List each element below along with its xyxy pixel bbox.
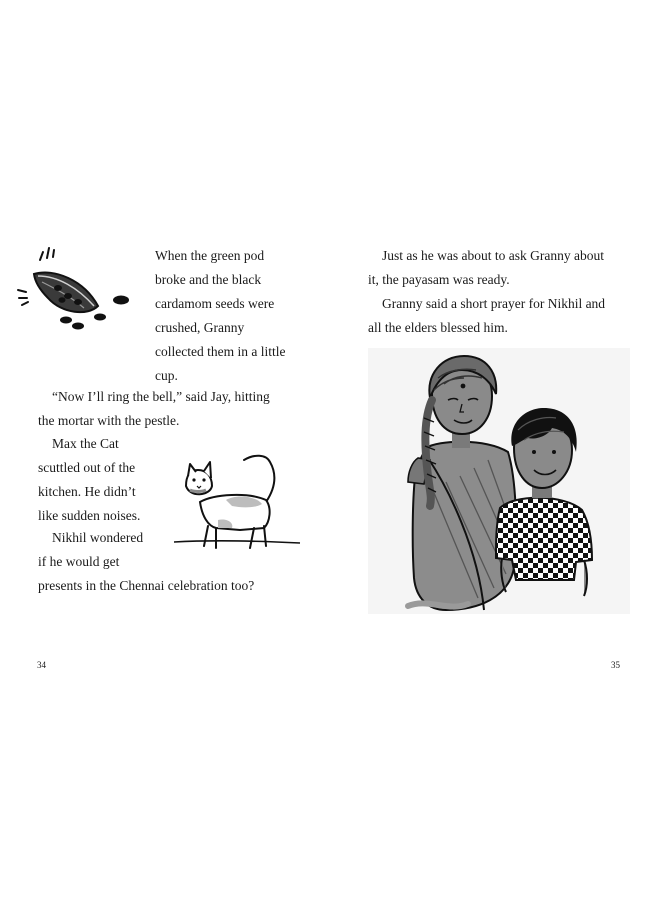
page-number: 35 — [611, 660, 620, 670]
text-line: cup. — [155, 368, 178, 383]
text-line: cardamom seeds were — [155, 296, 275, 311]
text-line: Granny said a short prayer for Nikhil and — [382, 296, 606, 311]
text-line: it, the payasam was ready. — [368, 272, 510, 287]
cat-illustration — [170, 446, 305, 554]
text-line: if he would get — [38, 554, 120, 569]
right-page — [330, 0, 660, 904]
text-line: like sudden noises. — [38, 508, 141, 523]
cardamom-pod-illustration — [14, 244, 139, 336]
text-line: Nikhil wondered — [52, 530, 144, 545]
text-line: the mortar with the pestle. — [38, 413, 180, 428]
text-line: kitchen. He didn’t — [38, 484, 136, 499]
text-line: presents in the Chennai celebration too? — [38, 578, 255, 593]
text-line: Just as he was about to ask Granny about — [382, 248, 604, 263]
text-line: collected them in a little — [155, 344, 286, 359]
text-line: all the elders blessed him. — [368, 320, 508, 335]
granny-and-boy-illustration — [368, 348, 630, 614]
text-line: Max the Cat — [52, 436, 119, 451]
text-line: scuttled out of the — [38, 460, 136, 475]
text-line: When the green pod — [155, 248, 265, 263]
text-line: crushed, Granny — [155, 320, 245, 335]
page-number: 34 — [37, 660, 46, 670]
text-line: “Now I’ll ring the bell,” said Jay, hitting — [52, 389, 270, 404]
text-line: broke and the black — [155, 272, 262, 287]
